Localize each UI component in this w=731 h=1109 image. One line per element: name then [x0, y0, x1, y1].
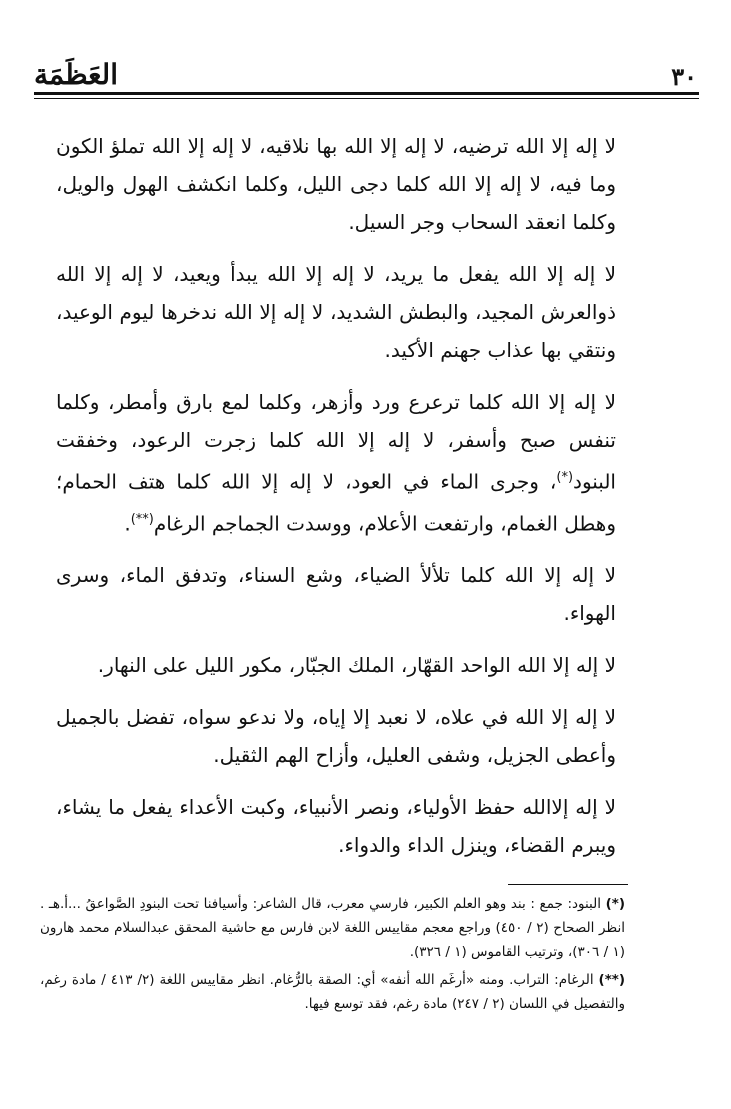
paragraph-5: لا إله إلا الله الواحد القهّار، الملك الجبّار، مكور الليل على النهار.	[97, 653, 616, 678]
footnote-2-marker: (**)	[598, 972, 625, 988]
footnote-ref-2: (**)	[130, 511, 154, 527]
paragraph-3-part-3: .	[124, 511, 131, 536]
footnotes	[40, 892, 625, 1020]
paragraph-1: لا إله إلا الله ترضيه، لا إله إلا الله بها نلاقيه، لا إله إلا الله تملؤ الكون وما فيه، لا إله إلا الله كلما دجى الليل، وكلما انكشف الهول والويل، وكلما انعقد السحاب وجر السيل.	[56, 134, 616, 234]
paragraph-3	[56, 383, 616, 542]
footnote-2-text: الرغام: التراب. ومنه «أرغَم الله أنفه» أي: الصقة بالرُّغام. انظر مقاييس اللغة (٢/ ٤١٣ / مادة رغم، والتفصيل في اللسان (٢ / ٢٤٧) مادة رغم، فقد توسع فيها.	[40, 972, 625, 1012]
running-title: العَظَمَة	[34, 58, 118, 91]
footnote-1-marker: (*)	[605, 896, 626, 912]
paragraph-3-part-2: ، وجرى الماء في العود، لا إله إلا الله كلما هتف الحمام؛ وهطل الغمام، وارتفعت الأعلام، ووسدت الجماجم الرغام	[56, 469, 616, 536]
paragraph-6: لا إله إلا الله في علاه، لا نعبد إلا إياه، ولا ندعو سواه، تفضل بالجميل وأعطى الجزيل، وشفى العليل، وأزاح الهم الثقيل.	[56, 705, 616, 768]
paragraph-2: لا إله إلا الله يفعل ما يريد، لا إله إلا الله يبدأ ويعيد، لا إله إلا الله ذوالعرش المجيد، والبطش الشديد، لا إله إلا الله ندخرها ليوم الوعيد، ونتقي بها عذاب جهنم الأكيد.	[56, 262, 616, 362]
footnote-2	[40, 968, 625, 1016]
footnote-ref-1: (*)	[556, 470, 574, 485]
footnote-separator	[508, 884, 628, 885]
footnote-1	[40, 892, 625, 964]
paragraph-4: لا إله إلا الله كلما تلألأ الضياء، وشع السناء، وتدفق الماء، وسرى الهواء.	[56, 563, 616, 626]
header-rule-thick	[34, 92, 699, 95]
page-number: ٣٠	[671, 62, 697, 91]
header-rule-thin	[34, 98, 699, 99]
paragraph-3-part-1: لا إله إلا الله كلما ترعرع ورد وأزهر، وكلما لمع بارق وأمطر، وكلما تنفس صبح وأسفر، لا إله إلا الله كلما زجرت الرعود، وخفقت البنود	[56, 390, 616, 494]
body-text	[56, 127, 616, 878]
footnote-1-text: البنود: جمع : بند وهو العلم الكبير، فارسي معرب، قال الشاعر: وأسيافنا تحت البنودِ الصَّواعقُ ...أ.هـ . انظر الصحاح (٢ / ٤٥٠) وراجع معجم مقاييس اللغة لابن فارس مع حاشية المحقق عبدالسلام محمد هارون (١ / ٣٠٦)، وترتيب القاموس (١ / ٣٢٦).	[40, 896, 625, 960]
paragraph-7: لا إله إلاالله حفظ الأولياء، ونصر الأنبياء، وكبت الأعداء يفعل ما يشاء، ويبرم القضاء، وينزل الداء والدواء.	[56, 795, 616, 858]
